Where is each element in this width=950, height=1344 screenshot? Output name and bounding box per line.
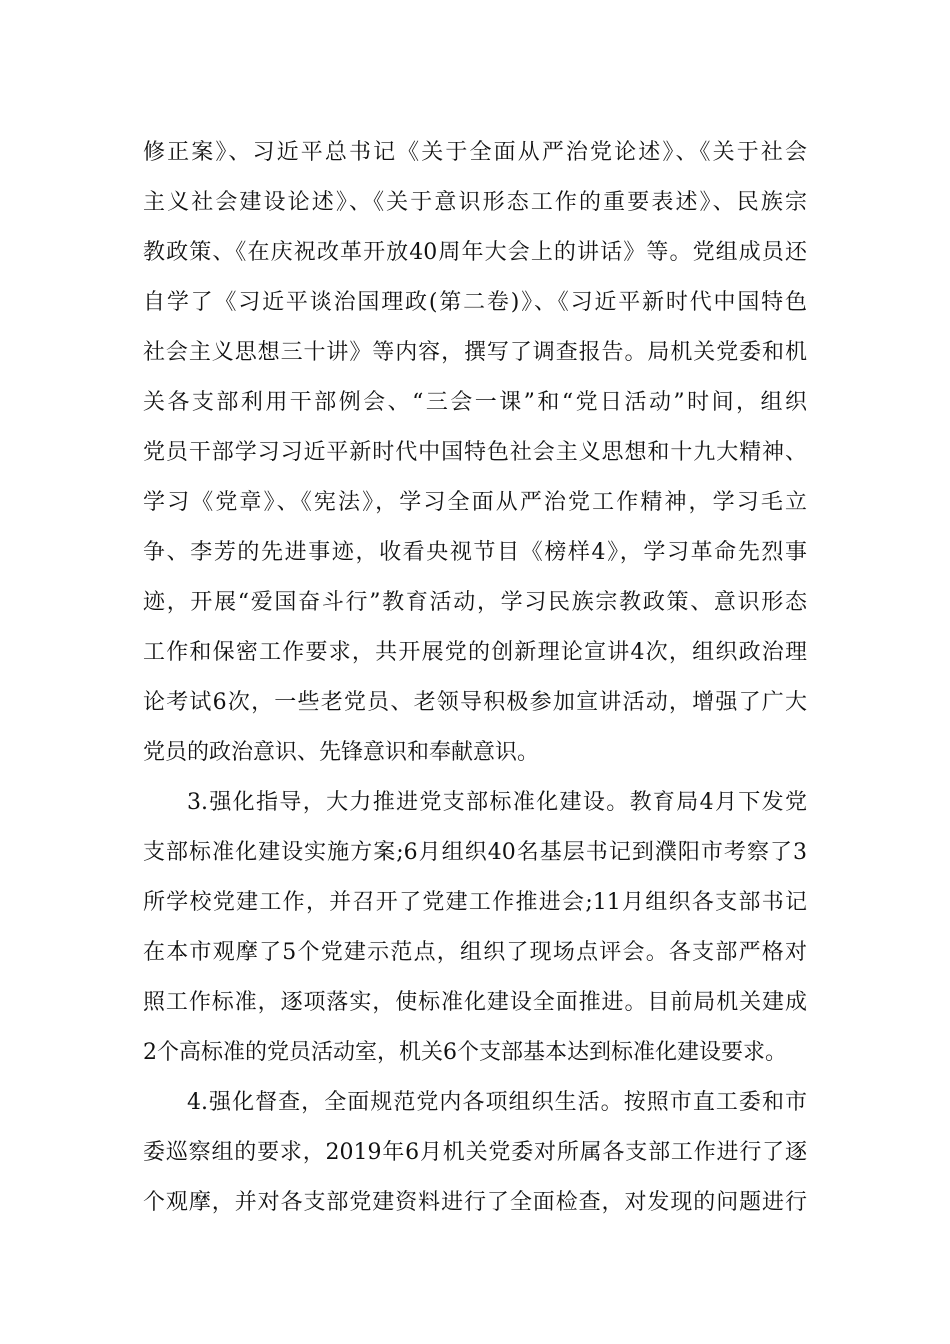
paragraph-end-line: 2个高标准的党员活动室，机关6个支部基本达到标准化建设要求。 — [143, 1040, 787, 1065]
text-line: 支部标准化建设实施方案;6月组织40名基层书记到濮阳市考察了3 — [143, 840, 807, 865]
section-4-heading-line: 4.强化督查，全面规范党内各项组织生活。按照市直工委和市 — [187, 1090, 807, 1115]
text-line: 争、李芳的先进事迹，收看央视节目《榜样4》，学习革命先烈事 — [143, 540, 807, 565]
text-line: 学习《党章》、《宪法》，学习全面从严治党工作精神，学习毛立 — [143, 490, 807, 515]
text-line: 照工作标准，逐项落实，使标准化建设全面推进。目前局机关建成 — [143, 990, 807, 1015]
text-line: 自学了《习近平谈治国理政(第二卷)》、《习近平新时代中国特色 — [143, 290, 807, 315]
text-line: 个观摩，并对各支部党建资料进行了全面检查，对发现的问题进行 — [143, 1190, 807, 1215]
section-3-heading-line: 3.强化指导，大力推进党支部标准化建设。教育局4月下发党 — [187, 790, 807, 815]
text-line: 关各支部利用干部例会、“三会一课”和“党日活动”时间，组织 — [143, 390, 807, 415]
text-line: 所学校党建工作，并召开了党建工作推进会;11月组织各支部书记 — [143, 890, 807, 915]
text-line: 委巡察组的要求，2019年6月机关党委对所属各支部工作进行了逐 — [143, 1140, 807, 1165]
paragraph-end-line: 党员的政治意识、先锋意识和奉献意识。 — [143, 740, 540, 765]
text-line: 党员干部学习习近平新时代中国特色社会主义思想和十九大精神、 — [143, 440, 807, 465]
text-line: 修正案》、习近平总书记《关于全面从严治党论述》、《关于社会 — [143, 140, 807, 165]
text-line: 主义社会建设论述》、《关于意识形态工作的重要表述》、民族宗 — [143, 190, 807, 215]
text-line: 工作和保密工作要求，共开展党的创新理论宣讲4次，组织政治理 — [143, 640, 807, 665]
text-line: 教政策、《在庆祝改革开放40周年大会上的讲话》等。党组成员还 — [143, 240, 807, 265]
text-line: 社会主义思想三十讲》等内容，撰写了调查报告。局机关党委和机 — [143, 340, 807, 365]
text-line: 迹，开展“爱国奋斗行”教育活动，学习民族宗教政策、意识形态 — [143, 590, 807, 615]
text-line: 在本市观摩了5个党建示范点，组织了现场点评会。各支部严格对 — [143, 940, 807, 965]
text-line: 论考试6次，一些老党员、老领导积极参加宣讲活动，增强了广大 — [143, 690, 807, 715]
